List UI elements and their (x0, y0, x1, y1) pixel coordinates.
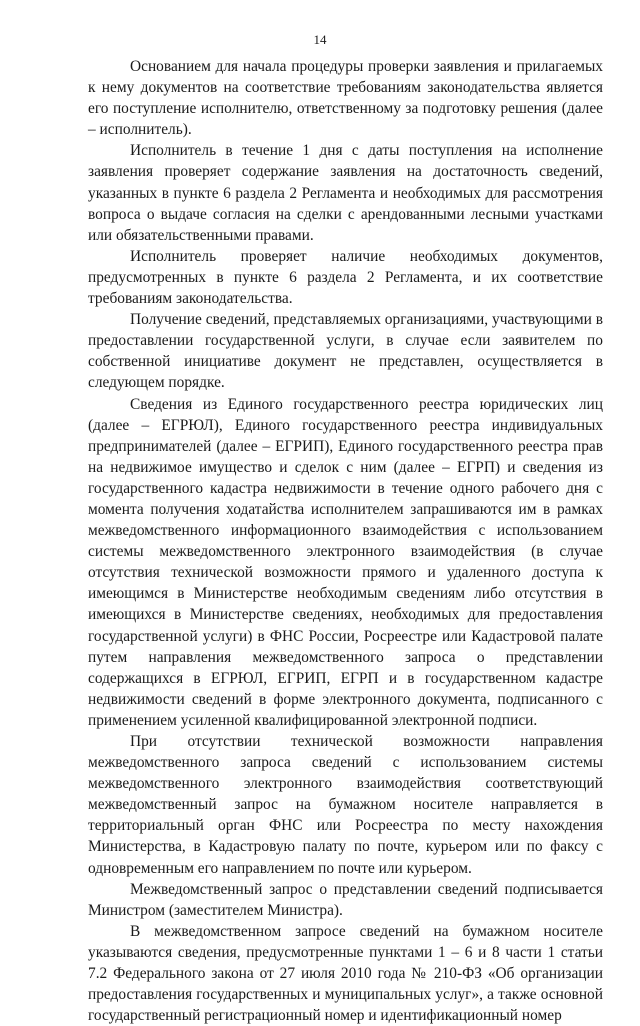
paragraph: Межведомственный запрос о представлении сведений подписывается Министром (заместителем Министра). (88, 880, 603, 919)
paragraph: Получение сведений, представляемых организациями, участвующими в предоставлении государственной услуги, в случае если заявителем по собственной инициативе документ не представлен, осуществляется в следующем порядке. (88, 311, 603, 392)
paragraph: Исполнитель проверяет наличие необходимых документов, предусмотренных в пункте 6 раздела 2 Регламента, и их соответствие требованиям законодательства. (88, 247, 603, 308)
paragraph: Основанием для начала процедуры проверки заявления и прилагаемых к нему документов на соответствие требованиям законодательства является его поступление исполнителю, ответственному за подготовку решения (далее – исполнитель). (88, 58, 603, 139)
paragraph: Сведения из Единого государственного реестра юридических лиц (далее – ЕГРЮЛ), Единого государственного реестра индивидуальных предпринимателей (далее – ЕГРИП), Единого государственного реестра прав на недвижимое имущество и сделок с ним (далее – ЕГРП) и сведения из государственного кадастра недвижимости в течение одного рабочего дня с момента получения ходатайства исполнителем запрашиваются им в рамках межведомственного информационного взаимодействия с использованием системы межведомственного электронного взаимодействия (в случае отсутствия технической возможности прямого и удаленного доступа к имеющимся в Министерстве необходимым сведениям либо отсутствия в имеющихся в Министерстве сведениях, необходимых для предоставления государственной услуги) в ФНС России, Росреестре или Кадастровой палате путем направления межведомственного запроса о представлении содержащихся в ЕГРЮЛ, ЕГРИП, ЕГРП и в государственном кадастре недвижимости сведений в форме электронного документа, подписанного с применением усиленной квалифицированной электронной подписи. (88, 395, 603, 729)
paragraph: Исполнитель в течение 1 дня с даты поступления на исполнение заявления проверяет содержание заявления на достаточность сведений, указанных в пункте 6 раздела 2 Регламента и необходимых для рассмотрения вопроса о выдаче согласия на сделки с арендованными лесными участками или обязательственными правами. (88, 142, 603, 244)
document-body (88, 56, 603, 1026)
paragraph: В межведомственном запросе сведений на бумажном носителе указываются сведения, предусмотренные пунктами 1 – 6 и 8 части 1 статьи 7.2 Федерального закона от 27 июля 2010 года № 210-ФЗ «Об организации предоставления государственных и муниципальных услуг», а также основной государственный регистрационный номер и идентификационный номер (88, 922, 603, 1025)
paragraph: При отсутствии технической возможности направления межведомственного запроса сведений с использованием системы межведомственного электронного взаимодействия соответствующий межведомственный запрос на бумажном носителе направляется в территориальный орган ФНС или Росреестра по месту нахождения Министерства, в Кадастровую палату по почте, курьером или по факсу с одновременным его направлением по почте или курьером. (88, 733, 603, 877)
page-number: 14 (313, 32, 327, 47)
